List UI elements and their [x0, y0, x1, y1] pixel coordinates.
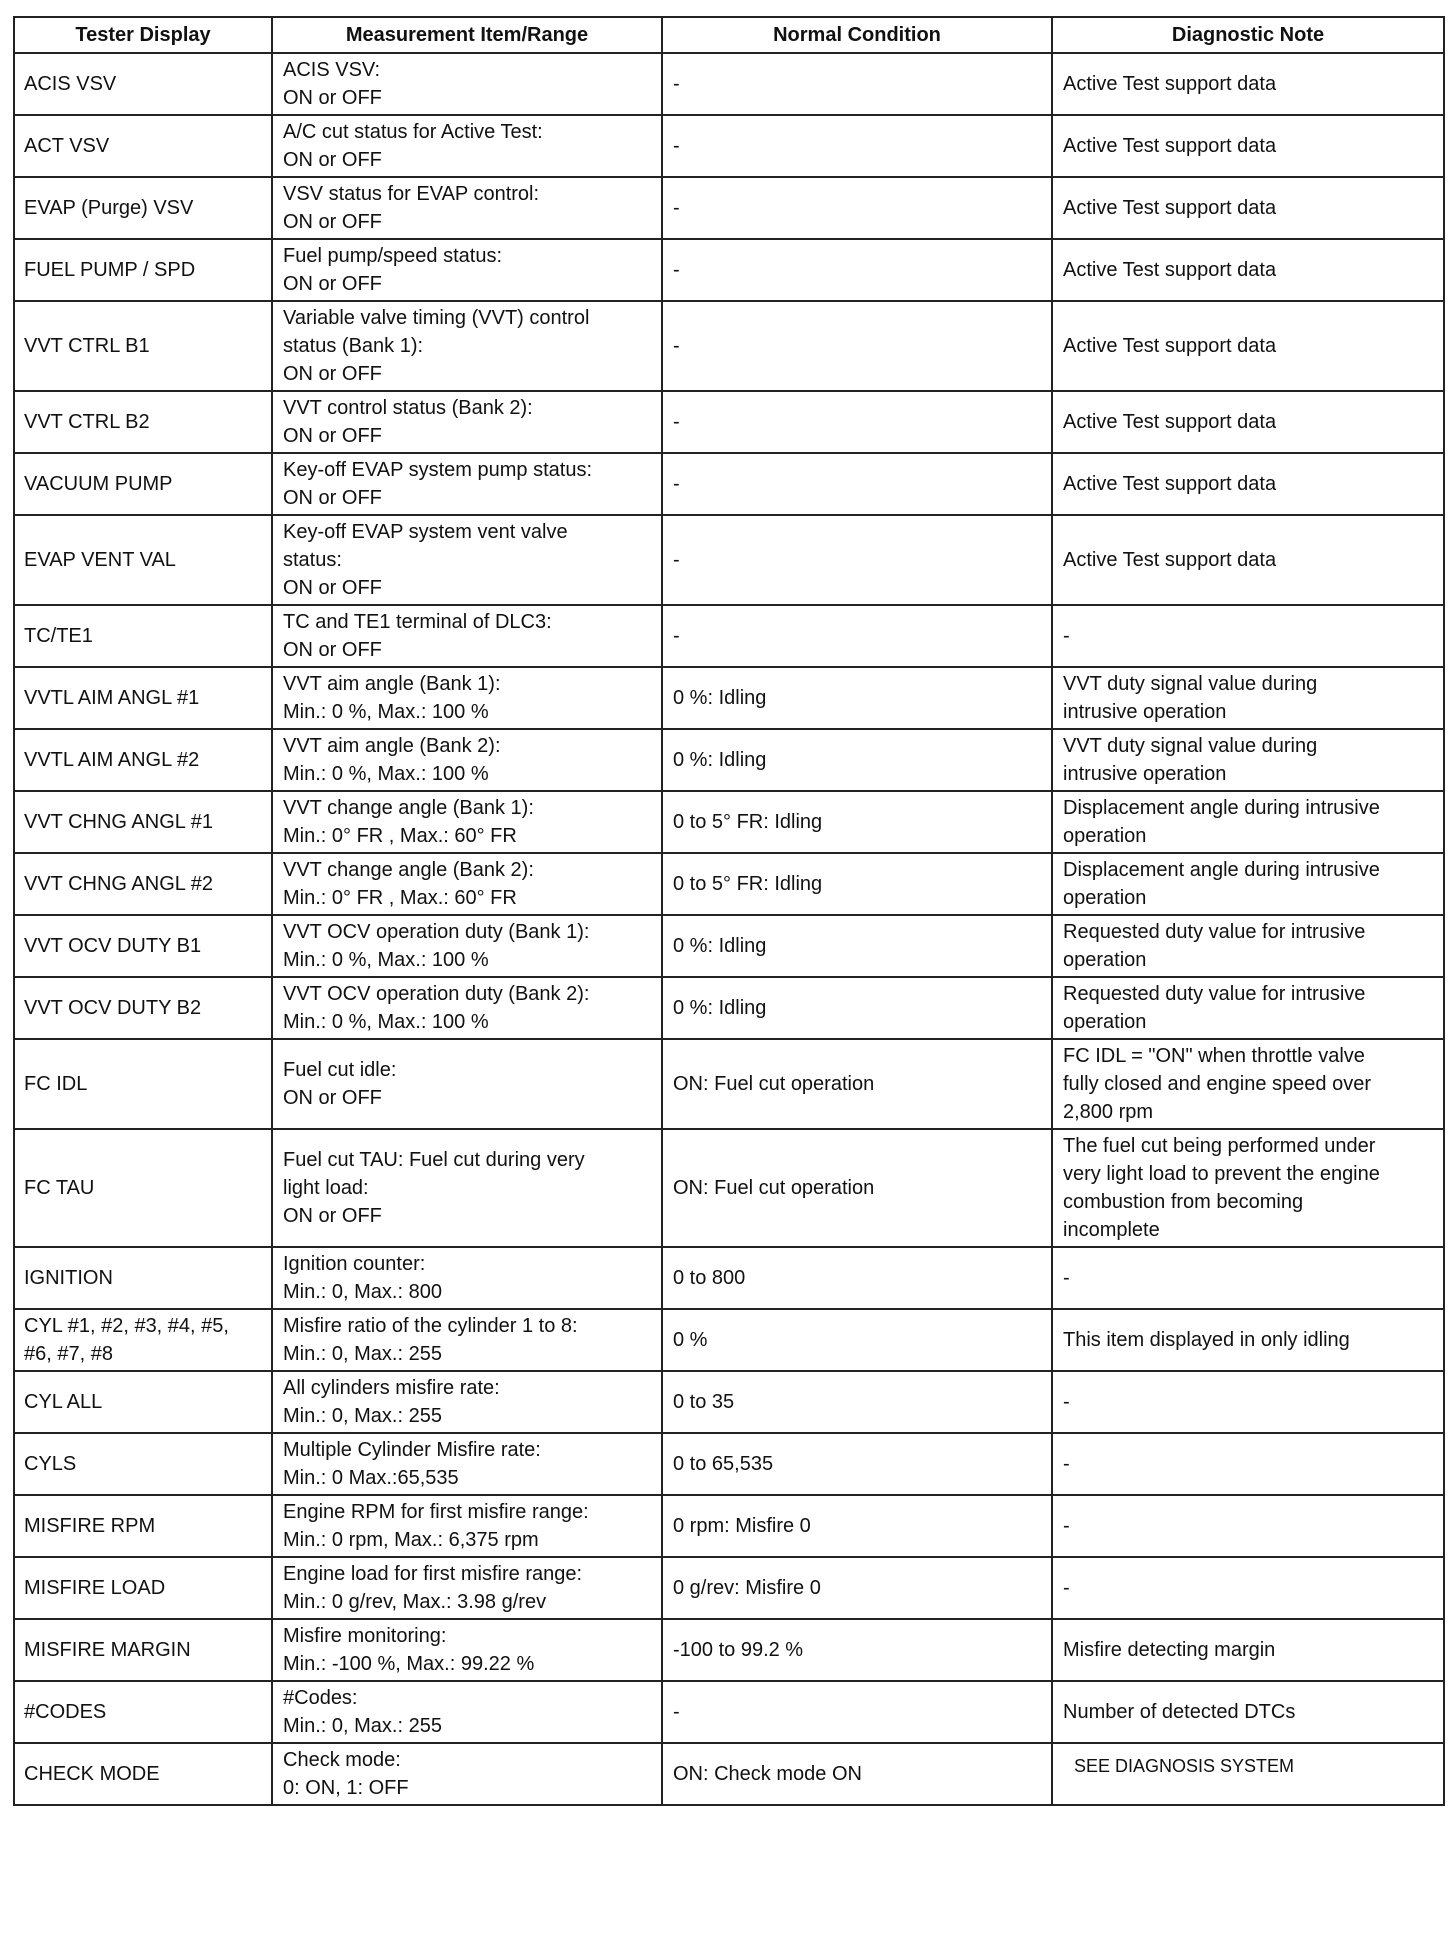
- tester-display-cell: EVAP (Purge) VSV: [14, 177, 272, 239]
- tester-display-cell: VVT CTRL B2: [14, 391, 272, 453]
- table-row: [14, 515, 1444, 605]
- normal-condition-cell: 0 to 5° FR: Idling: [662, 853, 1052, 915]
- tester-display-cell: VVT OCV DUTY B1: [14, 915, 272, 977]
- measurement-item-cell: VSV status for EVAP control: ON or OFF: [272, 177, 662, 239]
- diagnostic-note-cell: Active Test support data: [1052, 515, 1444, 605]
- tester-display-cell: CHECK MODE: [14, 1743, 272, 1805]
- normal-condition-cell: 0 %: Idling: [662, 977, 1052, 1039]
- diagnostic-note-cell: Active Test support data: [1052, 239, 1444, 301]
- normal-condition-cell: -: [662, 53, 1052, 115]
- measurement-item-cell: VVT OCV operation duty (Bank 2): Min.: 0 %, Max.: 100 %: [272, 977, 662, 1039]
- tester-display-cell: CYLS: [14, 1433, 272, 1495]
- diagnostic-note-cell: SEE DIAGNOSIS SYSTEM: [1052, 1743, 1444, 1805]
- normal-condition-cell: 0 %: [662, 1309, 1052, 1371]
- tester-display-cell: FUEL PUMP / SPD: [14, 239, 272, 301]
- measurement-item-cell: Misfire monitoring: Min.: -100 %, Max.: 99.22 %: [272, 1619, 662, 1681]
- table-row: [14, 729, 1444, 791]
- table-row: [14, 791, 1444, 853]
- diagnostic-note-cell: Misfire detecting margin: [1052, 1619, 1444, 1681]
- table-row: [14, 915, 1444, 977]
- normal-condition-cell: ON: Check mode ON: [662, 1743, 1052, 1805]
- table-row: [14, 1129, 1444, 1247]
- tester-display-cell: CYL #1, #2, #3, #4, #5, #6, #7, #8: [14, 1309, 272, 1371]
- normal-condition-cell: -: [662, 605, 1052, 667]
- data-list-document: [13, 16, 1443, 1806]
- table-row: [14, 453, 1444, 515]
- header-tester-display: Tester Display: [14, 17, 272, 53]
- measurement-item-cell: VVT aim angle (Bank 1): Min.: 0 %, Max.: 100 %: [272, 667, 662, 729]
- diagnostic-note-cell: Displacement angle during intrusive operation: [1052, 791, 1444, 853]
- data-list-table: [13, 16, 1445, 1806]
- measurement-item-cell: Engine load for first misfire range: Min.: 0 g/rev, Max.: 3.98 g/rev: [272, 1557, 662, 1619]
- measurement-item-cell: TC and TE1 terminal of DLC3: ON or OFF: [272, 605, 662, 667]
- measurement-item-cell: Variable valve timing (VVT) control status (Bank 1): ON or OFF: [272, 301, 662, 391]
- diagnostic-note-cell: VVT duty signal value during intrusive operation: [1052, 667, 1444, 729]
- diagnostic-note-cell: -: [1052, 1557, 1444, 1619]
- measurement-item-cell: Multiple Cylinder Misfire rate: Min.: 0 Max.:65,535: [272, 1433, 662, 1495]
- normal-condition-cell: -: [662, 239, 1052, 301]
- table-row: [14, 391, 1444, 453]
- table-row: [14, 1743, 1444, 1805]
- header-measurement-item: Measurement Item/Range: [272, 17, 662, 53]
- normal-condition-cell: 0 %: Idling: [662, 915, 1052, 977]
- normal-condition-cell: 0 to 35: [662, 1371, 1052, 1433]
- tester-display-cell: MISFIRE RPM: [14, 1495, 272, 1557]
- measurement-item-cell: ACIS VSV: ON or OFF: [272, 53, 662, 115]
- tester-display-cell: MISFIRE MARGIN: [14, 1619, 272, 1681]
- measurement-item-cell: Fuel pump/speed status: ON or OFF: [272, 239, 662, 301]
- normal-condition-cell: 0 to 65,535: [662, 1433, 1052, 1495]
- tester-display-cell: VVT CHNG ANGL #2: [14, 853, 272, 915]
- normal-condition-cell: -: [662, 115, 1052, 177]
- normal-condition-cell: -: [662, 301, 1052, 391]
- normal-condition-cell: -: [662, 453, 1052, 515]
- diagnostic-note-cell: Active Test support data: [1052, 453, 1444, 515]
- measurement-item-cell: VVT change angle (Bank 1): Min.: 0° FR , Max.: 60° FR: [272, 791, 662, 853]
- normal-condition-cell: 0 g/rev: Misfire 0: [662, 1557, 1052, 1619]
- table-row: [14, 1495, 1444, 1557]
- measurement-item-cell: Engine RPM for first misfire range: Min.: 0 rpm, Max.: 6,375 rpm: [272, 1495, 662, 1557]
- tester-display-cell: VVT OCV DUTY B2: [14, 977, 272, 1039]
- measurement-item-cell: Check mode: 0: ON, 1: OFF: [272, 1743, 662, 1805]
- diagnostic-note-cell: Requested duty value for intrusive operation: [1052, 977, 1444, 1039]
- measurement-item-cell: VVT control status (Bank 2): ON or OFF: [272, 391, 662, 453]
- tester-display-cell: VVT CHNG ANGL #1: [14, 791, 272, 853]
- normal-condition-cell: 0 %: Idling: [662, 667, 1052, 729]
- table-row: [14, 1309, 1444, 1371]
- tester-display-cell: VACUUM PUMP: [14, 453, 272, 515]
- table-row: [14, 1557, 1444, 1619]
- tester-display-cell: MISFIRE LOAD: [14, 1557, 272, 1619]
- measurement-item-cell: Key-off EVAP system vent valve status: ON or OFF: [272, 515, 662, 605]
- normal-condition-cell: 0 %: Idling: [662, 729, 1052, 791]
- diagnostic-note-cell: Active Test support data: [1052, 301, 1444, 391]
- tester-display-cell: TC/TE1: [14, 605, 272, 667]
- table-row: [14, 1433, 1444, 1495]
- measurement-item-cell: A/C cut status for Active Test: ON or OFF: [272, 115, 662, 177]
- normal-condition-cell: 0 to 800: [662, 1247, 1052, 1309]
- header-normal-condition: Normal Condition: [662, 17, 1052, 53]
- measurement-item-cell: #Codes: Min.: 0, Max.: 255: [272, 1681, 662, 1743]
- diagnostic-note-cell: This item displayed in only idling: [1052, 1309, 1444, 1371]
- diagnostic-note-cell: VVT duty signal value during intrusive operation: [1052, 729, 1444, 791]
- normal-condition-cell: -: [662, 177, 1052, 239]
- table-row: [14, 1039, 1444, 1129]
- table-row: [14, 853, 1444, 915]
- tester-display-cell: FC IDL: [14, 1039, 272, 1129]
- normal-condition-cell: 0 to 5° FR: Idling: [662, 791, 1052, 853]
- table-body: [14, 53, 1444, 1805]
- diagnostic-note-cell: -: [1052, 1247, 1444, 1309]
- measurement-item-cell: Key-off EVAP system pump status: ON or OFF: [272, 453, 662, 515]
- diagnostic-note-cell: Requested duty value for intrusive operation: [1052, 915, 1444, 977]
- table-row: [14, 1681, 1444, 1743]
- header-diagnostic-note: Diagnostic Note: [1052, 17, 1444, 53]
- table-row: [14, 301, 1444, 391]
- tester-display-cell: ACIS VSV: [14, 53, 272, 115]
- diagnostic-note-cell: Active Test support data: [1052, 115, 1444, 177]
- measurement-item-cell: Fuel cut TAU: Fuel cut during very light load: ON or OFF: [272, 1129, 662, 1247]
- table-row: [14, 1619, 1444, 1681]
- diagnostic-note-cell: The fuel cut being performed under very light load to prevent the engine combustion from becoming incomplete: [1052, 1129, 1444, 1247]
- diagnostic-note-cell: -: [1052, 605, 1444, 667]
- normal-condition-cell: -: [662, 391, 1052, 453]
- tester-display-cell: IGNITION: [14, 1247, 272, 1309]
- table-row: [14, 239, 1444, 301]
- measurement-item-cell: Fuel cut idle: ON or OFF: [272, 1039, 662, 1129]
- diagnostic-note-cell: Displacement angle during intrusive operation: [1052, 853, 1444, 915]
- tester-display-cell: EVAP VENT VAL: [14, 515, 272, 605]
- tester-display-cell: #CODES: [14, 1681, 272, 1743]
- table-row: [14, 667, 1444, 729]
- table-header-row: [14, 17, 1444, 53]
- tester-display-cell: FC TAU: [14, 1129, 272, 1247]
- normal-condition-cell: ON: Fuel cut operation: [662, 1039, 1052, 1129]
- diagnostic-note-cell: -: [1052, 1495, 1444, 1557]
- table-row: [14, 177, 1444, 239]
- tester-display-cell: VVT CTRL B1: [14, 301, 272, 391]
- table-row: [14, 605, 1444, 667]
- measurement-item-cell: VVT aim angle (Bank 2): Min.: 0 %, Max.: 100 %: [272, 729, 662, 791]
- table-row: [14, 53, 1444, 115]
- table-row: [14, 115, 1444, 177]
- measurement-item-cell: VVT OCV operation duty (Bank 1): Min.: 0 %, Max.: 100 %: [272, 915, 662, 977]
- diagnostic-note-cell: Number of detected DTCs: [1052, 1681, 1444, 1743]
- diagnostic-note-cell: -: [1052, 1371, 1444, 1433]
- measurement-item-cell: Misfire ratio of the cylinder 1 to 8: Min.: 0, Max.: 255: [272, 1309, 662, 1371]
- measurement-item-cell: VVT change angle (Bank 2): Min.: 0° FR , Max.: 60° FR: [272, 853, 662, 915]
- normal-condition-cell: ON: Fuel cut operation: [662, 1129, 1052, 1247]
- tester-display-cell: ACT VSV: [14, 115, 272, 177]
- diagnostic-note-cell: Active Test support data: [1052, 53, 1444, 115]
- normal-condition-cell: -: [662, 515, 1052, 605]
- table-row: [14, 1371, 1444, 1433]
- diagnostic-note-cell: Active Test support data: [1052, 177, 1444, 239]
- normal-condition-cell: -100 to 99.2 %: [662, 1619, 1052, 1681]
- table-row: [14, 1247, 1444, 1309]
- tester-display-cell: CYL ALL: [14, 1371, 272, 1433]
- diagnostic-note-cell: Active Test support data: [1052, 391, 1444, 453]
- diagnostic-note-cell: -: [1052, 1433, 1444, 1495]
- measurement-item-cell: Ignition counter: Min.: 0, Max.: 800: [272, 1247, 662, 1309]
- measurement-item-cell: All cylinders misfire rate: Min.: 0, Max.: 255: [272, 1371, 662, 1433]
- diagnostic-note-cell: FC IDL = "ON" when throttle valve fully closed and engine speed over 2,800 rpm: [1052, 1039, 1444, 1129]
- tester-display-cell: VVTL AIM ANGL #1: [14, 667, 272, 729]
- normal-condition-cell: -: [662, 1681, 1052, 1743]
- table-row: [14, 977, 1444, 1039]
- tester-display-cell: VVTL AIM ANGL #2: [14, 729, 272, 791]
- normal-condition-cell: 0 rpm: Misfire 0: [662, 1495, 1052, 1557]
